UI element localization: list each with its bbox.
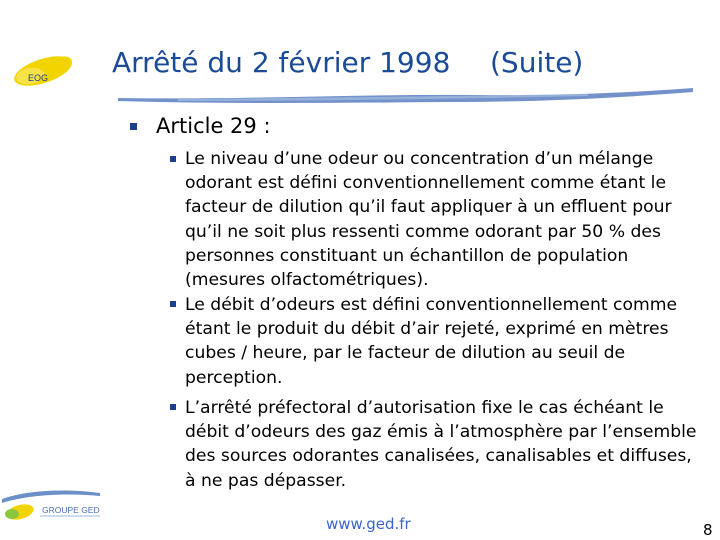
title-suite: (Suite) [490,46,584,79]
page-number: 8 [703,521,713,539]
footer-website-link[interactable]: www.ged.fr [326,515,411,533]
bullet-square-icon [170,404,176,410]
list-item: L’arrêté préfectoral d’autorisation fixe le cas échéant le débit d’odeurs des gaz émis à l’atmosphère par l’ensemble des sources odorantes canalisées, canalisables et diffuses, à ne pas dépasser. [185,398,697,491]
title-main: Arrêté du 2 février 1998 [112,46,451,79]
bullet-square-icon [130,123,137,130]
title-underline [118,84,693,108]
groupe-ged-logo-text: GROUPE GED [42,505,100,515]
article-heading: Article 29 : [156,114,271,138]
bullet-square-icon [170,156,176,162]
list-item: Le niveau d’une odeur ou concentration d’un mélange odorant est défini conventionnellement comme étant le facteur de dilution qu’il faut appliquer à un effluent pour qu’il ne soit plus ressenti comme odorant par 50 % des personnes constituant un échantillon de population (mesures olfactométriques). [185,149,672,291]
eog-logo [8,50,78,92]
list-item: Le débit d’odeurs est défini conventionnellement comme étant le produit du débit d’air rejeté, exprimé en mètres cubes / heure, par le facteur de dilution au seuil de perception. [185,295,678,388]
bullet-square-icon [170,301,176,307]
eog-logo-text: EOG [28,73,49,83]
groupe-ged-logo [0,487,110,527]
page-title [112,46,584,79]
